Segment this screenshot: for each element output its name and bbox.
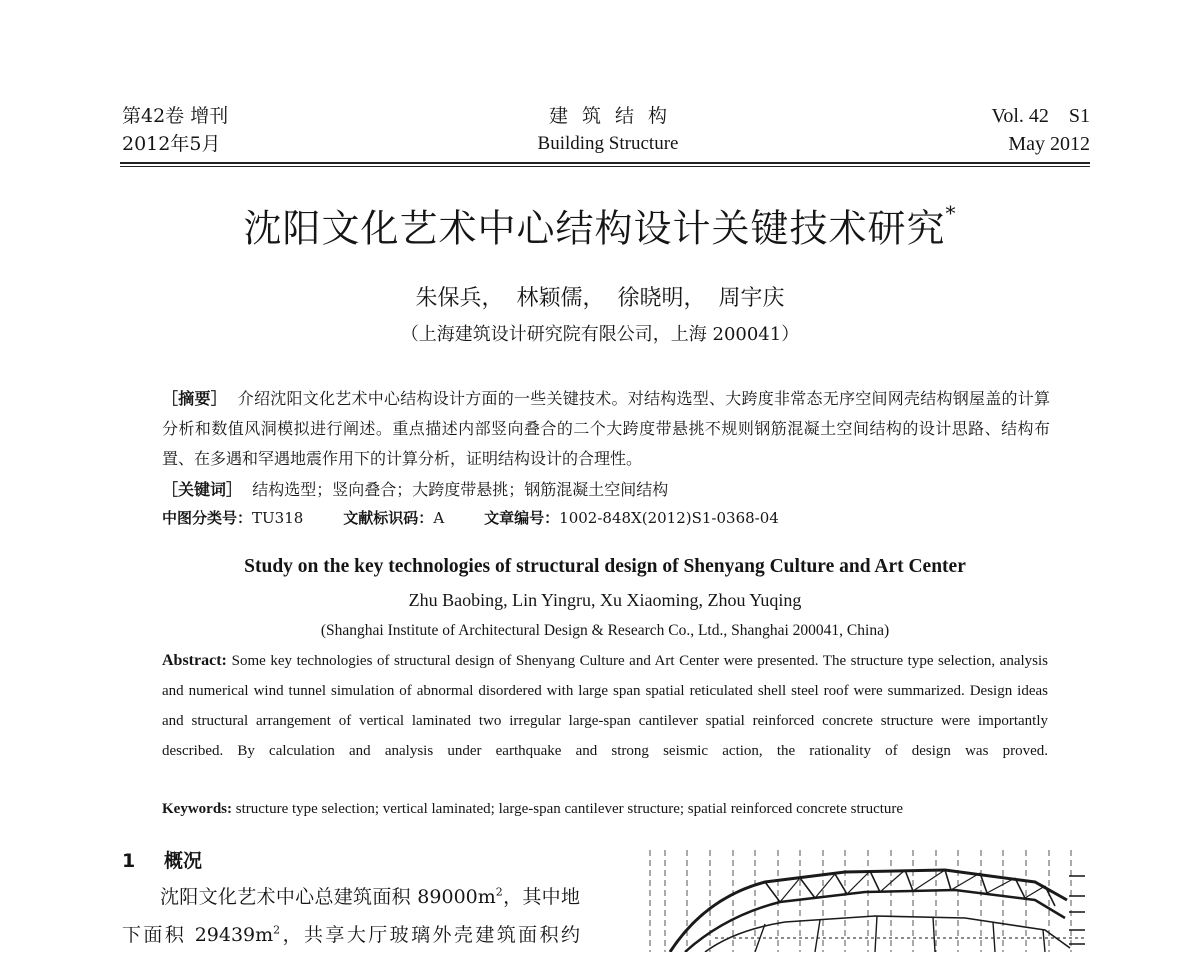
article-number-label: 文章编号：: [484, 509, 560, 527]
header-rule-thick: [120, 162, 1090, 164]
title-footnote-mark: *: [945, 201, 957, 225]
header-date-cn: 2012年5月: [122, 133, 221, 155]
paper-title-cn: [0, 196, 1200, 254]
article-number-value: 1002-848X(2012)S1-0368-04: [559, 509, 779, 527]
affiliation-en: (Shanghai Institute of Architectural Design & Research Co., Ltd., Shanghai 200041, China): [320, 622, 890, 639]
keywords-cn-label: ［关键词］: [162, 480, 243, 499]
doc-code-value: A: [433, 509, 445, 527]
header-issue-block: [991, 102, 1090, 158]
classification-line: [162, 505, 1062, 531]
authors-cn: 朱保兵， 林颖儒， 徐晓明， 周宇庆: [415, 286, 785, 311]
section-heading: [122, 846, 202, 876]
abstract-en: Abstract: Some key technologies of structural design of Shenyang Culture and Art Center were presented. The structure type selection, analysis and numerical wind tunnel simulation of abnormal disordered with large span spatial reticulated shell steel roof were summarized. Design ideas and structural arrangement of vertical laminated two irregular large-span cantilever spatial reinforced concrete structure were importantly described. By calculation and analysis under earthquake and strong seismic action, the rationality of design was proved.: [162, 652, 1048, 759]
keywords-en: Keywords: structure type selection; vertical laminated; large-span cantilever structure; spatial reinforced concrete structure: [162, 801, 904, 817]
abstract-cn-label: ［摘要］: [162, 389, 228, 408]
clc-label: 中图分类号：: [162, 509, 253, 527]
section-title: 概况: [164, 850, 203, 872]
abstract-en-text: Some key technologies of structural design of Shenyang Culture and Art Center were presented. The structure type selection, analysis and numerical wind tunnel simulation of abnormal disordered with large span spatial reticulated shell steel roof were summarized. Design ideas and structural arrangement of vertical laminated two irregular large-span cantilever spatial reinforced concrete structure were importantly described. By calculation and analysis under earthquake and strong seismic action, the rationality of design was proved.: [162, 653, 1048, 759]
header-journal-en: Building Structure: [537, 133, 679, 154]
header-volume-en: Vol. 42 S1: [991, 105, 1090, 127]
keywords-cn-text: 结构选型；竖向叠合；大跨度带悬挑；钢筋混凝土空间结构: [252, 480, 669, 499]
section-number: 1: [122, 850, 136, 872]
authors-en: Zhu Baobing, Lin Yingru, Xu Xiaoming, Zhou Yuqing: [408, 590, 802, 610]
superscript-2: 2: [495, 885, 503, 899]
header-volume-block: [122, 102, 228, 158]
grid-lines: [650, 850, 1071, 952]
section-body: [122, 878, 580, 954]
header-volume-cn: 第42卷 增刊: [122, 105, 229, 127]
abstract-cn-text: 介绍沈阳文化艺术中心结构设计方面的一些关键技术。对结构选型、大跨度非常态无序空间网壳结构钢屋盖的计算分析和数值风洞模拟进行阐述。重点描述内部竖向叠合的二个大跨度带悬挑不规则钢筋混凝土空间结构的设计思路、结构布置、在多遇和罕遇地震作用下的计算分析，证明结构设计的合理性。: [162, 389, 1050, 468]
body-line-1: 沈阳文化艺术中心总建筑面积 $89000m^2$，其中地: [160, 885, 580, 908]
header-rule-thin: [120, 166, 1090, 167]
affiliation-cn: （上海建筑设计研究院有限公司，上海 200041）: [400, 324, 800, 345]
doc-code-label: 文献标识码：: [343, 509, 434, 527]
header-journal-block: [500, 102, 716, 158]
building-section-drawing: [615, 838, 1095, 952]
superscript-2: 2: [273, 923, 281, 937]
keywords-cn: [162, 476, 1050, 504]
keywords-en-label: Keywords: [162, 801, 227, 817]
abstract-en-label: Abstract: [162, 652, 222, 669]
roof-shell: [670, 870, 1085, 952]
abstract-cn: [162, 384, 1050, 474]
header-date-en: May 2012: [1008, 133, 1090, 155]
body-line-2: 下面积 $29439m^2$，共享大厅玻璃外壳建筑面积约: [122, 923, 580, 946]
keywords-en-text: structure type selection; vertical laminated; large-span cantilever structure; spatial reinforced concrete structure: [235, 801, 904, 817]
clc-value: TU318: [252, 509, 304, 527]
header-journal-cn: 建筑结构: [548, 105, 681, 127]
building-section-figure: [615, 838, 1095, 952]
paper-title-en: Study on the key technologies of structural design of Shenyang Culture and Art Center: [244, 556, 966, 577]
paper-title-text: 沈阳文化艺术中心结构设计关键技术研究: [243, 206, 946, 251]
